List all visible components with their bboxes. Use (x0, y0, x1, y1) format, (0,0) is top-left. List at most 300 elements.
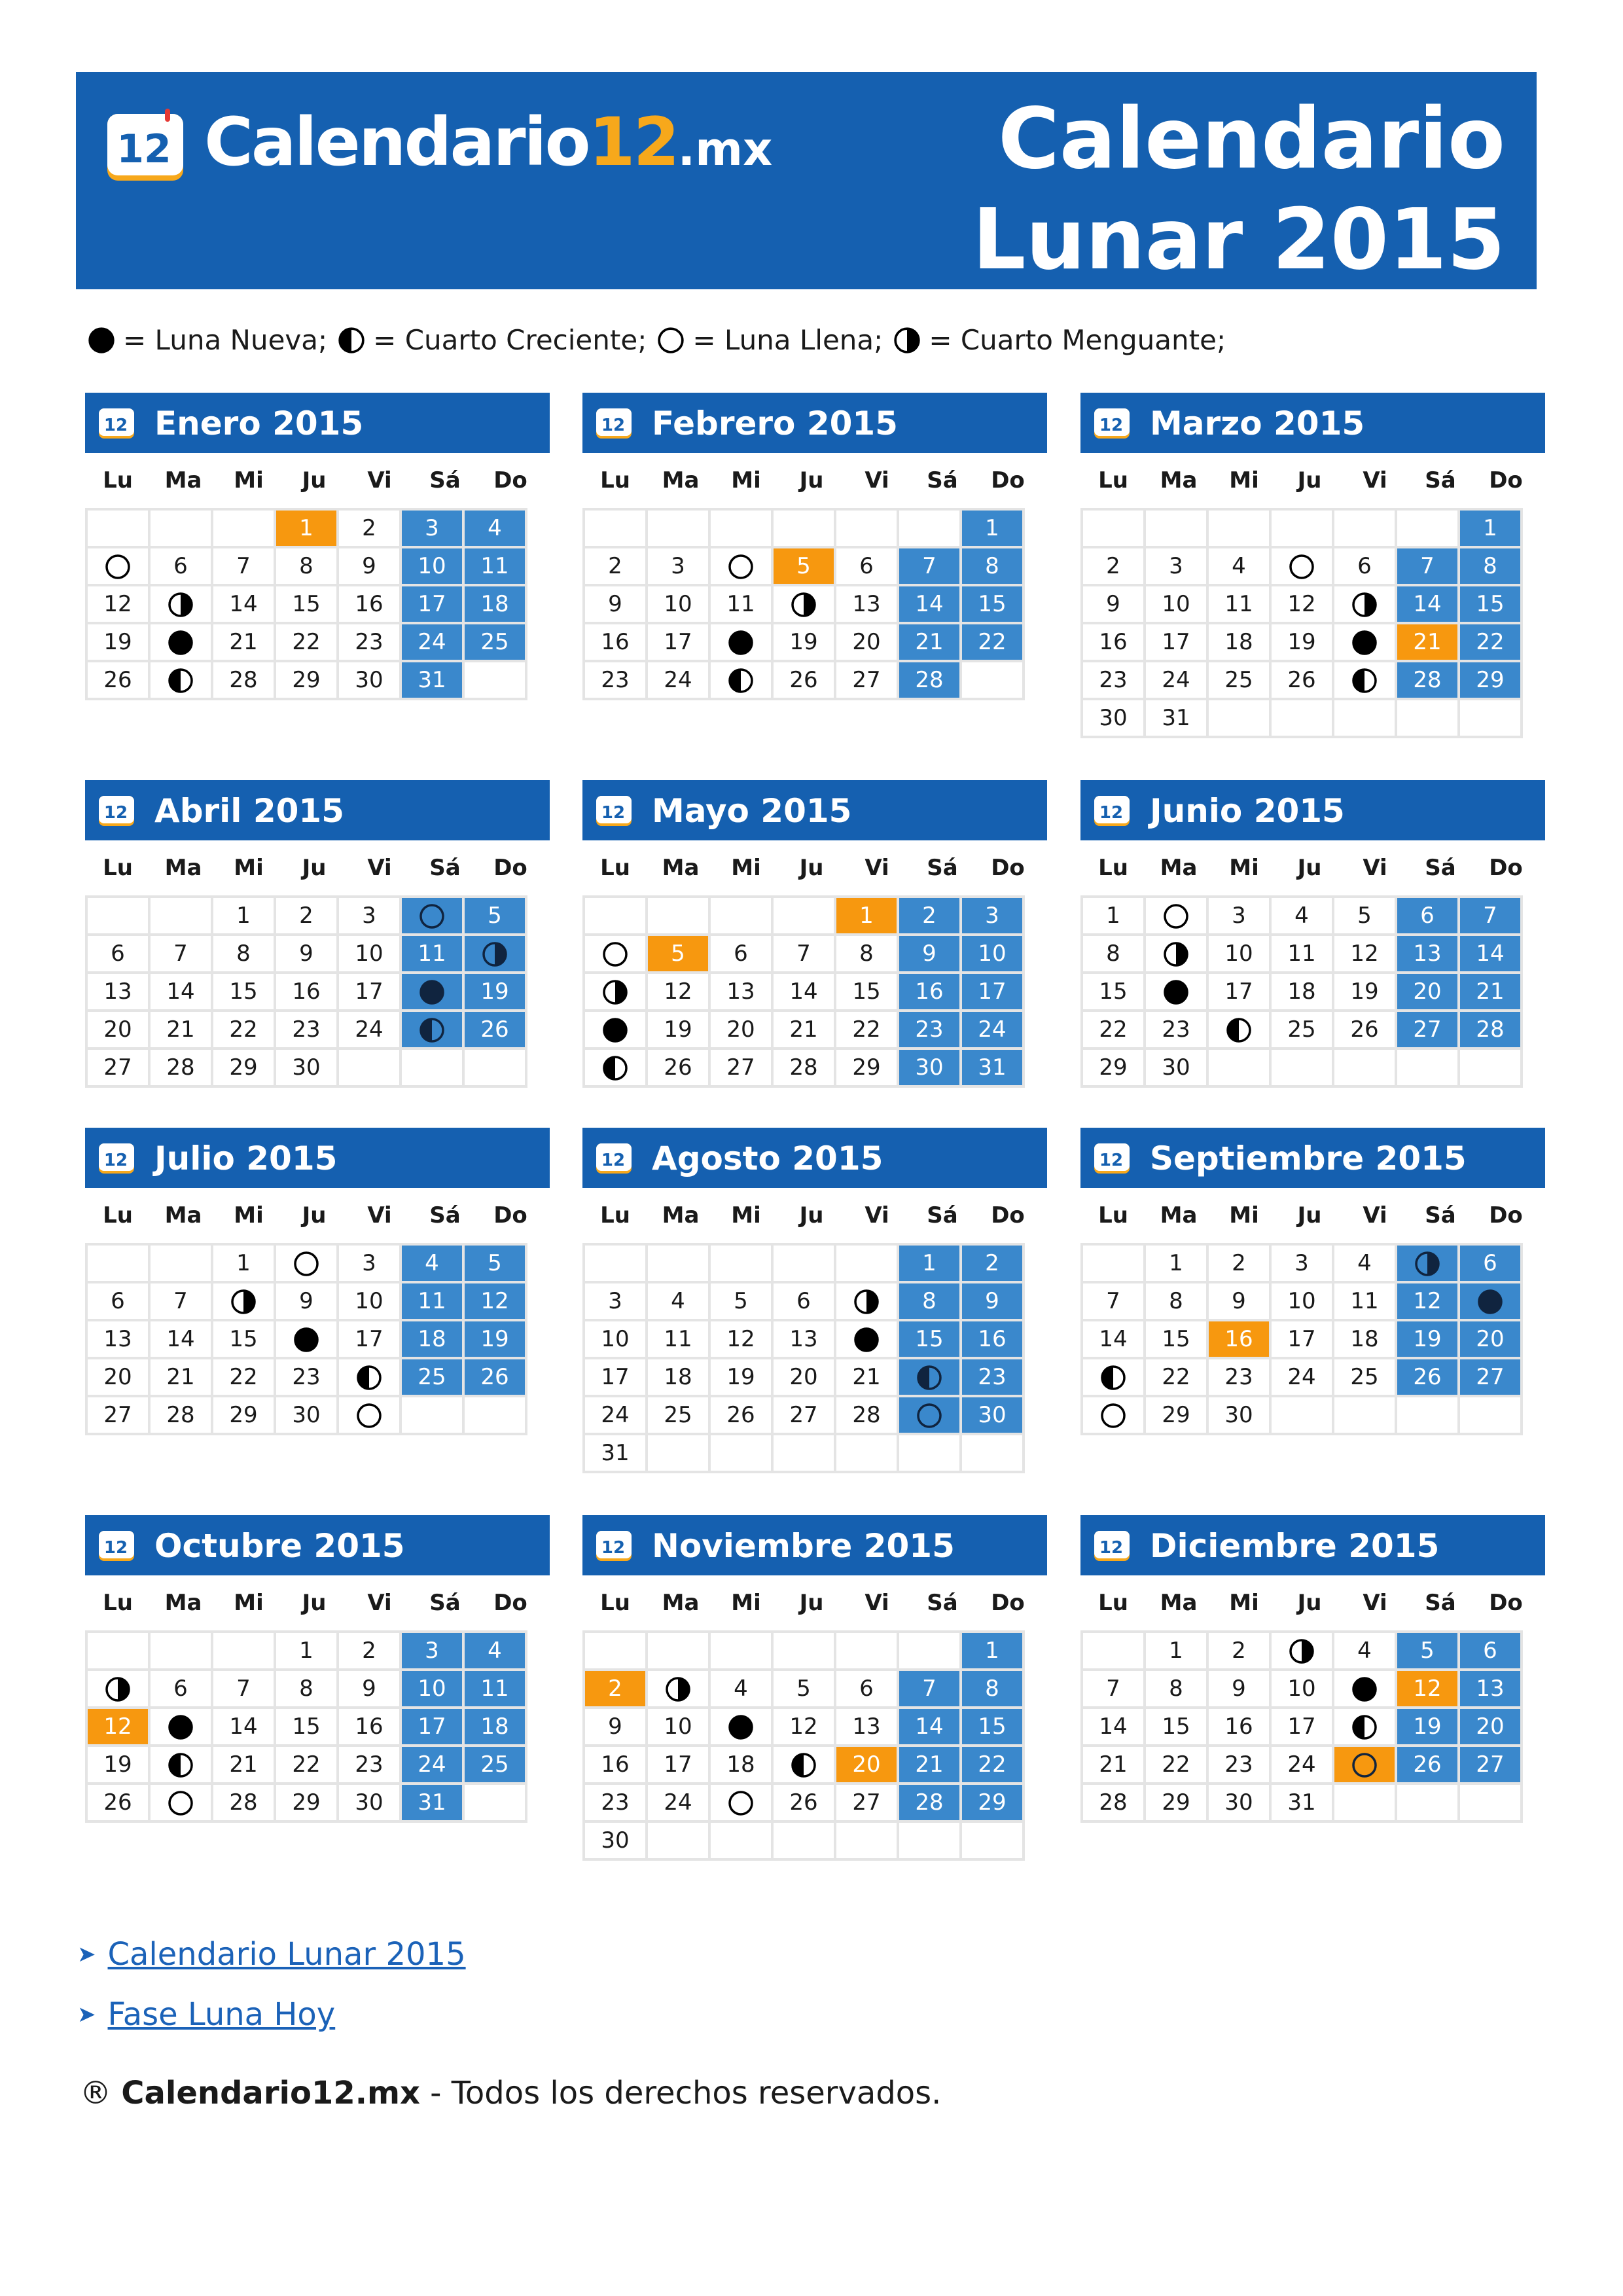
day-cell[interactable] (275, 1670, 338, 1708)
day-cell[interactable] (961, 509, 1024, 547)
day-cell[interactable] (1207, 623, 1270, 661)
day-cell[interactable] (86, 547, 149, 585)
day-cell[interactable] (835, 1708, 898, 1746)
day-cell[interactable] (1270, 1784, 1333, 1821)
day-cell[interactable] (338, 1708, 401, 1746)
day-cell[interactable] (1270, 935, 1333, 973)
day-cell[interactable] (1396, 623, 1459, 661)
day-cell[interactable] (1082, 1670, 1145, 1708)
day-cell[interactable] (961, 1320, 1024, 1358)
day-cell[interactable] (401, 1670, 463, 1708)
day-cell[interactable] (1145, 1011, 1207, 1049)
day-cell[interactable] (898, 935, 961, 973)
day-cell[interactable] (86, 973, 149, 1011)
day-cell[interactable] (584, 585, 647, 623)
day-cell[interactable] (647, 1320, 709, 1358)
day-cell[interactable] (212, 1282, 275, 1320)
day-cell[interactable] (338, 1320, 401, 1358)
day-cell[interactable] (1396, 1244, 1459, 1282)
day-cell[interactable] (961, 935, 1024, 973)
day-cell[interactable] (835, 973, 898, 1011)
day-cell[interactable] (1396, 661, 1459, 699)
day-cell[interactable] (401, 547, 463, 585)
day-cell[interactable] (212, 585, 275, 623)
day-cell[interactable] (401, 935, 463, 973)
day-cell[interactable] (1459, 661, 1522, 699)
day-cell[interactable] (463, 1670, 526, 1708)
day-cell[interactable] (1270, 973, 1333, 1011)
day-cell[interactable] (584, 1746, 647, 1784)
day-cell[interactable] (1333, 661, 1396, 699)
day-cell[interactable] (275, 973, 338, 1011)
day-cell[interactable] (463, 973, 526, 1011)
day-cell[interactable] (709, 1746, 772, 1784)
day-cell[interactable] (212, 1784, 275, 1821)
day-cell[interactable] (149, 1708, 212, 1746)
day-cell[interactable] (212, 1049, 275, 1086)
day-cell[interactable] (463, 1244, 526, 1282)
day-cell[interactable] (212, 661, 275, 699)
day-cell[interactable] (1145, 1708, 1207, 1746)
day-cell[interactable] (149, 1011, 212, 1049)
day-cell[interactable] (1145, 1746, 1207, 1784)
day-cell[interactable] (772, 585, 835, 623)
day-cell[interactable] (86, 1358, 149, 1396)
day-cell[interactable] (584, 1011, 647, 1049)
day-cell[interactable] (338, 1784, 401, 1821)
day-cell[interactable] (338, 935, 401, 973)
day-cell[interactable] (584, 623, 647, 661)
day-cell[interactable] (86, 1708, 149, 1746)
day-cell[interactable] (275, 547, 338, 585)
day-cell[interactable] (584, 973, 647, 1011)
day-cell[interactable] (961, 1670, 1024, 1708)
day-cell[interactable] (86, 1282, 149, 1320)
day-cell[interactable] (898, 1708, 961, 1746)
day-cell[interactable] (1145, 1282, 1207, 1320)
day-cell[interactable] (1082, 897, 1145, 935)
day-cell[interactable] (898, 1670, 961, 1708)
day-cell[interactable] (212, 547, 275, 585)
day-cell[interactable] (1396, 935, 1459, 973)
day-cell[interactable] (275, 1396, 338, 1434)
day-cell[interactable] (1270, 623, 1333, 661)
day-cell[interactable] (212, 973, 275, 1011)
day-cell[interactable] (1396, 547, 1459, 585)
day-cell[interactable] (1333, 1282, 1396, 1320)
day-cell[interactable] (401, 1244, 463, 1282)
day-cell[interactable] (86, 1670, 149, 1708)
day-cell[interactable] (338, 1396, 401, 1434)
day-cell[interactable] (463, 509, 526, 547)
day-cell[interactable] (584, 547, 647, 585)
day-cell[interactable] (149, 1282, 212, 1320)
day-cell[interactable] (149, 973, 212, 1011)
day-cell[interactable] (1270, 897, 1333, 935)
day-cell[interactable] (1396, 1632, 1459, 1670)
day-cell[interactable] (709, 1396, 772, 1434)
day-cell[interactable] (584, 1396, 647, 1434)
day-cell[interactable] (1145, 1244, 1207, 1282)
day-cell[interactable] (898, 1320, 961, 1358)
day-cell[interactable] (1459, 623, 1522, 661)
day-cell[interactable] (709, 1011, 772, 1049)
day-cell[interactable] (709, 1320, 772, 1358)
day-cell[interactable] (898, 1011, 961, 1049)
day-cell[interactable] (584, 935, 647, 973)
day-cell[interactable] (835, 661, 898, 699)
day-cell[interactable] (1145, 585, 1207, 623)
day-cell[interactable] (835, 1396, 898, 1434)
day-cell[interactable] (961, 1396, 1024, 1434)
day-cell[interactable] (1333, 1670, 1396, 1708)
day-cell[interactable] (1145, 973, 1207, 1011)
day-cell[interactable] (1270, 547, 1333, 585)
day-cell[interactable] (401, 509, 463, 547)
day-cell[interactable] (212, 1746, 275, 1784)
day-cell[interactable] (1333, 1011, 1396, 1049)
day-cell[interactable] (835, 1746, 898, 1784)
day-cell[interactable] (1082, 1282, 1145, 1320)
day-cell[interactable] (647, 661, 709, 699)
day-cell[interactable] (212, 1670, 275, 1708)
day-cell[interactable] (1145, 935, 1207, 973)
day-cell[interactable] (1333, 585, 1396, 623)
day-cell[interactable] (772, 973, 835, 1011)
day-cell[interactable] (647, 1282, 709, 1320)
day-cell[interactable] (1396, 1320, 1459, 1358)
day-cell[interactable] (1396, 585, 1459, 623)
day-cell[interactable] (1207, 1282, 1270, 1320)
day-cell[interactable] (772, 1784, 835, 1821)
day-cell[interactable] (1459, 1746, 1522, 1784)
day-cell[interactable] (212, 1358, 275, 1396)
day-cell[interactable] (772, 935, 835, 973)
day-cell[interactable] (709, 1784, 772, 1821)
day-cell[interactable] (275, 623, 338, 661)
day-cell[interactable] (1459, 935, 1522, 973)
day-cell[interactable] (149, 1784, 212, 1821)
day-cell[interactable] (898, 585, 961, 623)
day-cell[interactable] (1333, 935, 1396, 973)
day-cell[interactable] (1207, 585, 1270, 623)
day-cell[interactable] (401, 1632, 463, 1670)
day-cell[interactable] (338, 973, 401, 1011)
day-cell[interactable] (961, 623, 1024, 661)
day-cell[interactable] (961, 1049, 1024, 1086)
day-cell[interactable] (338, 1670, 401, 1708)
day-cell[interactable] (709, 547, 772, 585)
day-cell[interactable] (1396, 897, 1459, 935)
day-cell[interactable] (1333, 1632, 1396, 1670)
link[interactable]: Fase Luna Hoy (107, 1996, 336, 2033)
day-cell[interactable] (647, 585, 709, 623)
day-cell[interactable] (772, 1708, 835, 1746)
day-cell[interactable] (961, 1784, 1024, 1821)
day-cell[interactable] (149, 585, 212, 623)
day-cell[interactable] (961, 1632, 1024, 1670)
day-cell[interactable] (86, 1049, 149, 1086)
day-cell[interactable] (1207, 1244, 1270, 1282)
day-cell[interactable] (338, 1011, 401, 1049)
day-cell[interactable] (86, 935, 149, 973)
day-cell[interactable] (86, 623, 149, 661)
day-cell[interactable] (463, 1320, 526, 1358)
day-cell[interactable] (401, 1784, 463, 1821)
day-cell[interactable] (835, 1670, 898, 1708)
day-cell[interactable] (835, 1784, 898, 1821)
day-cell[interactable] (401, 1282, 463, 1320)
day-cell[interactable] (463, 897, 526, 935)
day-cell[interactable] (1082, 1784, 1145, 1821)
day-cell[interactable] (1145, 1670, 1207, 1708)
day-cell[interactable] (149, 1049, 212, 1086)
day-cell[interactable] (338, 509, 401, 547)
day-cell[interactable] (1082, 1746, 1145, 1784)
day-cell[interactable] (1082, 585, 1145, 623)
day-cell[interactable] (584, 661, 647, 699)
day-cell[interactable] (1270, 585, 1333, 623)
day-cell[interactable] (86, 1320, 149, 1358)
day-cell[interactable] (275, 897, 338, 935)
day-cell[interactable] (772, 1396, 835, 1434)
day-cell[interactable] (1207, 1396, 1270, 1434)
day-cell[interactable] (463, 935, 526, 973)
day-cell[interactable] (898, 547, 961, 585)
day-cell[interactable] (463, 1708, 526, 1746)
day-cell[interactable] (212, 1320, 275, 1358)
day-cell[interactable] (709, 585, 772, 623)
day-cell[interactable] (772, 1670, 835, 1708)
day-cell[interactable] (961, 585, 1024, 623)
day-cell[interactable] (401, 897, 463, 935)
day-cell[interactable] (1396, 1708, 1459, 1746)
day-cell[interactable] (149, 1320, 212, 1358)
day-cell[interactable] (401, 1320, 463, 1358)
day-cell[interactable] (772, 623, 835, 661)
day-cell[interactable] (1207, 1708, 1270, 1746)
day-cell[interactable] (275, 1746, 338, 1784)
day-cell[interactable] (1459, 897, 1522, 935)
day-cell[interactable] (149, 547, 212, 585)
day-cell[interactable] (1145, 699, 1207, 737)
day-cell[interactable] (149, 661, 212, 699)
day-cell[interactable] (647, 1358, 709, 1396)
day-cell[interactable] (338, 623, 401, 661)
day-cell[interactable] (338, 897, 401, 935)
day-cell[interactable] (647, 1049, 709, 1086)
day-cell[interactable] (647, 973, 709, 1011)
day-cell[interactable] (212, 897, 275, 935)
day-cell[interactable] (212, 623, 275, 661)
day-cell[interactable] (463, 1632, 526, 1670)
day-cell[interactable] (772, 1746, 835, 1784)
day-cell[interactable] (1145, 1396, 1207, 1434)
day-cell[interactable] (1459, 973, 1522, 1011)
day-cell[interactable] (1082, 661, 1145, 699)
day-cell[interactable] (1207, 1784, 1270, 1821)
day-cell[interactable] (1396, 1011, 1459, 1049)
day-cell[interactable] (1270, 1358, 1333, 1396)
day-cell[interactable] (1396, 1746, 1459, 1784)
day-cell[interactable] (212, 1011, 275, 1049)
day-cell[interactable] (463, 1011, 526, 1049)
day-cell[interactable] (1333, 1746, 1396, 1784)
day-cell[interactable] (338, 585, 401, 623)
day-cell[interactable] (401, 1358, 463, 1396)
day-cell[interactable] (1459, 585, 1522, 623)
day-cell[interactable] (1082, 1011, 1145, 1049)
day-cell[interactable] (961, 1011, 1024, 1049)
day-cell[interactable] (1145, 1358, 1207, 1396)
day-cell[interactable] (647, 1670, 709, 1708)
day-cell[interactable] (772, 1282, 835, 1320)
day-cell[interactable] (709, 1358, 772, 1396)
day-cell[interactable] (338, 661, 401, 699)
day-cell[interactable] (401, 1708, 463, 1746)
day-cell[interactable] (772, 1320, 835, 1358)
day-cell[interactable] (275, 1708, 338, 1746)
day-cell[interactable] (401, 1011, 463, 1049)
day-cell[interactable] (1396, 973, 1459, 1011)
day-cell[interactable] (86, 1396, 149, 1434)
day-cell[interactable] (275, 1358, 338, 1396)
day-cell[interactable] (1207, 897, 1270, 935)
day-cell[interactable] (1207, 661, 1270, 699)
day-cell[interactable] (647, 1708, 709, 1746)
day-cell[interactable] (1082, 1396, 1145, 1434)
day-cell[interactable] (1082, 547, 1145, 585)
day-cell[interactable] (1270, 1632, 1333, 1670)
day-cell[interactable] (835, 1320, 898, 1358)
link[interactable]: Calendario Lunar 2015 (107, 1936, 466, 1973)
day-cell[interactable] (1207, 1632, 1270, 1670)
day-cell[interactable] (898, 1746, 961, 1784)
day-cell[interactable] (463, 1282, 526, 1320)
day-cell[interactable] (835, 935, 898, 973)
day-cell[interactable] (149, 935, 212, 973)
day-cell[interactable] (463, 623, 526, 661)
day-cell[interactable] (1333, 1358, 1396, 1396)
day-cell[interactable] (584, 1708, 647, 1746)
day-cell[interactable] (584, 1434, 647, 1472)
day-cell[interactable] (1082, 623, 1145, 661)
day-cell[interactable] (1270, 1244, 1333, 1282)
day-cell[interactable] (1145, 1320, 1207, 1358)
day-cell[interactable] (86, 1011, 149, 1049)
day-cell[interactable] (1270, 1282, 1333, 1320)
day-cell[interactable] (647, 1784, 709, 1821)
day-cell[interactable] (961, 1708, 1024, 1746)
day-cell[interactable] (401, 973, 463, 1011)
day-cell[interactable] (898, 973, 961, 1011)
day-cell[interactable] (1207, 1320, 1270, 1358)
day-cell[interactable] (275, 1244, 338, 1282)
day-cell[interactable] (1333, 1708, 1396, 1746)
day-cell[interactable] (275, 1320, 338, 1358)
day-cell[interactable] (961, 1244, 1024, 1282)
day-cell[interactable] (1145, 547, 1207, 585)
day-cell[interactable] (709, 623, 772, 661)
day-cell[interactable] (898, 661, 961, 699)
day-cell[interactable] (898, 1396, 961, 1434)
day-cell[interactable] (584, 1784, 647, 1821)
day-cell[interactable] (709, 1670, 772, 1708)
day-cell[interactable] (401, 1746, 463, 1784)
day-cell[interactable] (275, 585, 338, 623)
day-cell[interactable] (1459, 1282, 1522, 1320)
day-cell[interactable] (1459, 1244, 1522, 1282)
day-cell[interactable] (898, 1244, 961, 1282)
day-cell[interactable] (835, 897, 898, 935)
day-cell[interactable] (149, 1358, 212, 1396)
day-cell[interactable] (275, 509, 338, 547)
day-cell[interactable] (338, 1282, 401, 1320)
day-cell[interactable] (1270, 1011, 1333, 1049)
day-cell[interactable] (463, 1358, 526, 1396)
day-cell[interactable] (338, 1632, 401, 1670)
day-cell[interactable] (709, 935, 772, 973)
day-cell[interactable] (898, 897, 961, 935)
day-cell[interactable] (463, 547, 526, 585)
logo-wordmark[interactable] (204, 103, 772, 181)
day-cell[interactable] (1082, 1049, 1145, 1086)
day-cell[interactable] (1459, 509, 1522, 547)
day-cell[interactable] (275, 1632, 338, 1670)
day-cell[interactable] (647, 1396, 709, 1434)
day-cell[interactable] (898, 1049, 961, 1086)
day-cell[interactable] (86, 585, 149, 623)
day-cell[interactable] (1333, 1320, 1396, 1358)
day-cell[interactable] (961, 1282, 1024, 1320)
day-cell[interactable] (709, 1049, 772, 1086)
day-cell[interactable] (149, 1670, 212, 1708)
day-cell[interactable] (1082, 1320, 1145, 1358)
day-cell[interactable] (1396, 1282, 1459, 1320)
day-cell[interactable] (835, 1282, 898, 1320)
day-cell[interactable] (1207, 547, 1270, 585)
day-cell[interactable] (338, 1358, 401, 1396)
day-cell[interactable] (401, 661, 463, 699)
day-cell[interactable] (1270, 1670, 1333, 1708)
day-cell[interactable] (1459, 1011, 1522, 1049)
day-cell[interactable] (1145, 1632, 1207, 1670)
day-cell[interactable] (584, 1821, 647, 1859)
day-cell[interactable] (212, 935, 275, 973)
day-cell[interactable] (647, 1746, 709, 1784)
day-cell[interactable] (1333, 973, 1396, 1011)
day-cell[interactable] (1459, 1632, 1522, 1670)
day-cell[interactable] (709, 661, 772, 699)
day-cell[interactable] (1459, 1320, 1522, 1358)
day-cell[interactable] (275, 1011, 338, 1049)
day-cell[interactable] (647, 547, 709, 585)
day-cell[interactable] (709, 1282, 772, 1320)
day-cell[interactable] (1459, 1670, 1522, 1708)
day-cell[interactable] (772, 1011, 835, 1049)
day-cell[interactable] (338, 1244, 401, 1282)
day-cell[interactable] (1207, 973, 1270, 1011)
day-cell[interactable] (1396, 1358, 1459, 1396)
day-cell[interactable] (584, 1320, 647, 1358)
day-cell[interactable] (1082, 935, 1145, 973)
day-cell[interactable] (149, 623, 212, 661)
day-cell[interactable] (1333, 1244, 1396, 1282)
day-cell[interactable] (1145, 661, 1207, 699)
day-cell[interactable] (709, 1708, 772, 1746)
day-cell[interactable] (1082, 1708, 1145, 1746)
day-cell[interactable] (1145, 897, 1207, 935)
